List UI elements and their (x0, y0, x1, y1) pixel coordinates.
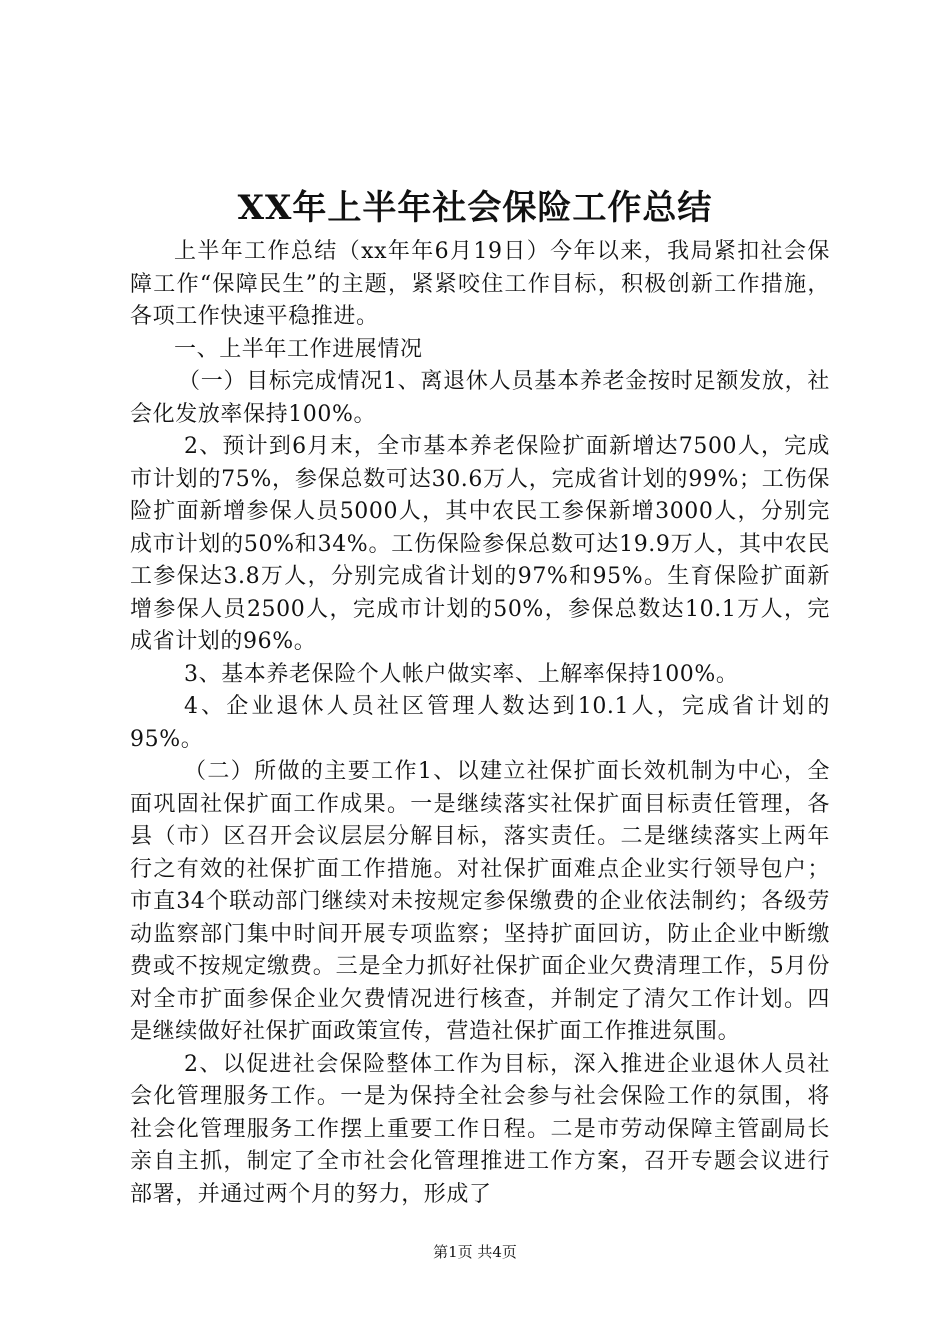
document-body (130, 236, 830, 1211)
page-footer: 第1页 共4页 (433, 1243, 517, 1261)
section-heading: 一、上半年工作进展情况 (174, 336, 423, 362)
document-title: XX年上半年社会保险工作总结 (237, 188, 713, 228)
paragraph-item-3: 3、基本养老保险个人帐户做实率、上解率保持100%。 (184, 661, 739, 687)
paragraph-target-completion: （一）目标完成情况1、离退休人员基本养老金按时足额发放，社会化发放率保持100%。 (130, 369, 830, 427)
paragraph-item-2: 2、预计到6月末，全市基本养老保险扩面新增达7500人，完成市计划的75%，参保总数可达30.6万人，完成省计划的99%；工伤保险扩面新增参保人员5000人，其中农民工参保新增3000人，分别完成市计划的50%和34%。工伤保险参保总数可达19.9万人，其中农民工参保达3.8万人，分别完成省计划的97%和95%。生育保险扩面新增参保人员2500人，完成市计划的50%，参保总数达10.1万人，完成省计划的96%。 (130, 434, 830, 654)
paragraph-intro: 上半年工作总结（xx年年6月19日）今年以来，我局紧扣社会保障工作“保障民生”的主题，紧紧咬住工作目标，积极创新工作措施，各项工作快速平稳推进。 (130, 239, 830, 329)
paragraph-work-2: 2、以促进社会保险整体工作为目标，深入推进企业退休人员社会化管理服务工作。一是为保持全社会参与社会保险工作的氛围，将社会化管理服务工作摆上重要工作日程。二是市劳动保障主管副局长亲自主抓，制定了全市社会化管理推进工作方案，召开专题会议进行部署，并通过两个月的努力，形成了 (130, 1051, 830, 1207)
paragraph-main-work: （二）所做的主要工作1、以建立社保扩面长效机制为中心，全面巩固社保扩面工作成果。一是继续落实社保扩面目标责任管理，各县（市）区召开会议层层分解目标，落实责任。二是继续落实上两年行之有效的社保扩面工作措施。对社保扩面难点企业实行领导包户；市直34个联动部门继续对未按规定参保缴费的企业依法制约；各级劳动监察部门集中时间开展专项监察；坚持扩面回访，防止企业中断缴费或不按规定缴费。三是全力抓好社保扩面企业欠费清理工作，5月份对全市扩面参保企业欠费情况进行核查，并制定了清欠工作计划。四是继续做好社保扩面政策宣传，营造社保扩面工作推进氛围。 (130, 759, 830, 1044)
paragraph-item-4: 4、企业退休人员社区管理人数达到10.1人，完成省计划的95%。 (130, 694, 830, 752)
